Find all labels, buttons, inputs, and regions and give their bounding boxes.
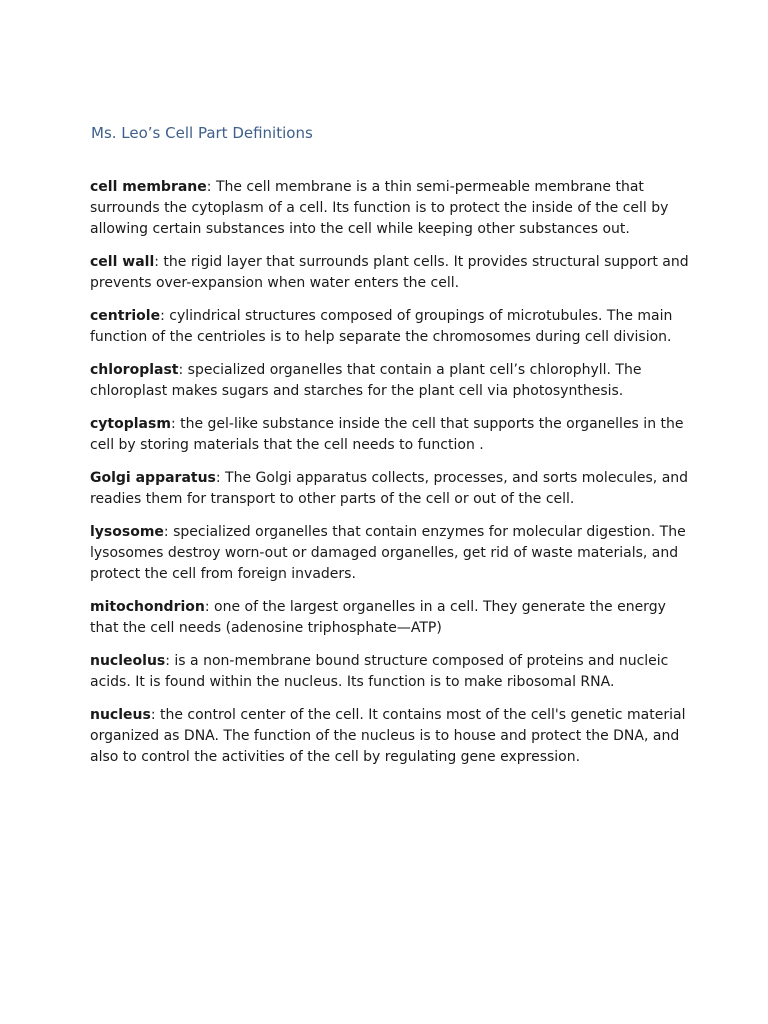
definition-term: cytoplasm [90,416,171,433]
definition-term: Golgi apparatus [90,470,216,487]
definition-text: : specialized organelles that contain enzymes for molecular digestion. The lysosomes destroy worn-out or damaged organelles, get rid of waste materials, and protect the cell from foreign invaders. [90,524,686,582]
definition-term: nucleus [90,707,151,724]
definition-text: : the gel-like substance inside the cell that supports the organelles in the cell by storing materials that the cell needs to function . [90,416,684,453]
definition-chloroplast [90,360,690,402]
definition-nucleus [90,705,690,767]
definition-text: : is a non-membrane bound structure composed of proteins and nucleic acids. It is found within the nucleus. Its function is to make ribosomal RNA. [90,653,669,691]
definition-term: centriole [90,307,161,324]
definition-term: nucleolus [90,653,166,670]
definition-text: : one of the largest organelles in a cell. They generate the energy that the cell needs (adenosine triphosphate—ATP) [90,599,666,637]
definition-term: chloroplast [90,362,179,379]
definition-golgi-apparatus [90,468,690,510]
definition-text: : cylindrical structures composed of groupings of microtubules. The main function of the centrioles is to help separate the chromosomes during cell division. [90,307,673,345]
definition-list [90,177,690,780]
definition-centriole [90,306,690,348]
page-title: Ms. Leo’s Cell Part Definitions [91,124,313,142]
definition-term: cell membrane [90,179,207,195]
definition-text: : the rigid layer that surrounds plant cells. It provides structural support and prevents over-expansion when water enters the cell. [90,253,689,291]
definition-cytoplasm [90,414,690,456]
definition-term: cell wall [90,253,155,270]
definition-nucleolus [90,651,690,693]
definition-cell-membrane [90,177,690,239]
definition-mitochondrion [90,597,690,639]
definition-term: mitochondrion [90,599,205,616]
definition-text: : specialized organelles that contain a plant cell’s chlorophyll. The chloroplast makes sugars and starches for the plant cell via photosynthesis. [90,362,642,399]
definition-lysosome [90,522,690,584]
definition-cell-wall [90,252,690,294]
definition-text: : The cell membrane is a thin semi-permeable membrane that surrounds the cytoplasm of a cell. Its function is to protect the inside of the cell by allowing certain substances into the cell while keeping other substances out. [90,179,669,237]
definition-term: lysosome [90,524,164,541]
definition-text: : The Golgi apparatus collects, processes, and sorts molecules, and readies them for transport to other parts of the cell or out of the cell. [90,470,689,508]
definition-text: : the control center of the cell. It contains most of the cell's genetic material organized as DNA. The function of the nucleus is to house and protect the DNA, and also to control the activities of the cell by regulating gene expression. [90,707,686,766]
